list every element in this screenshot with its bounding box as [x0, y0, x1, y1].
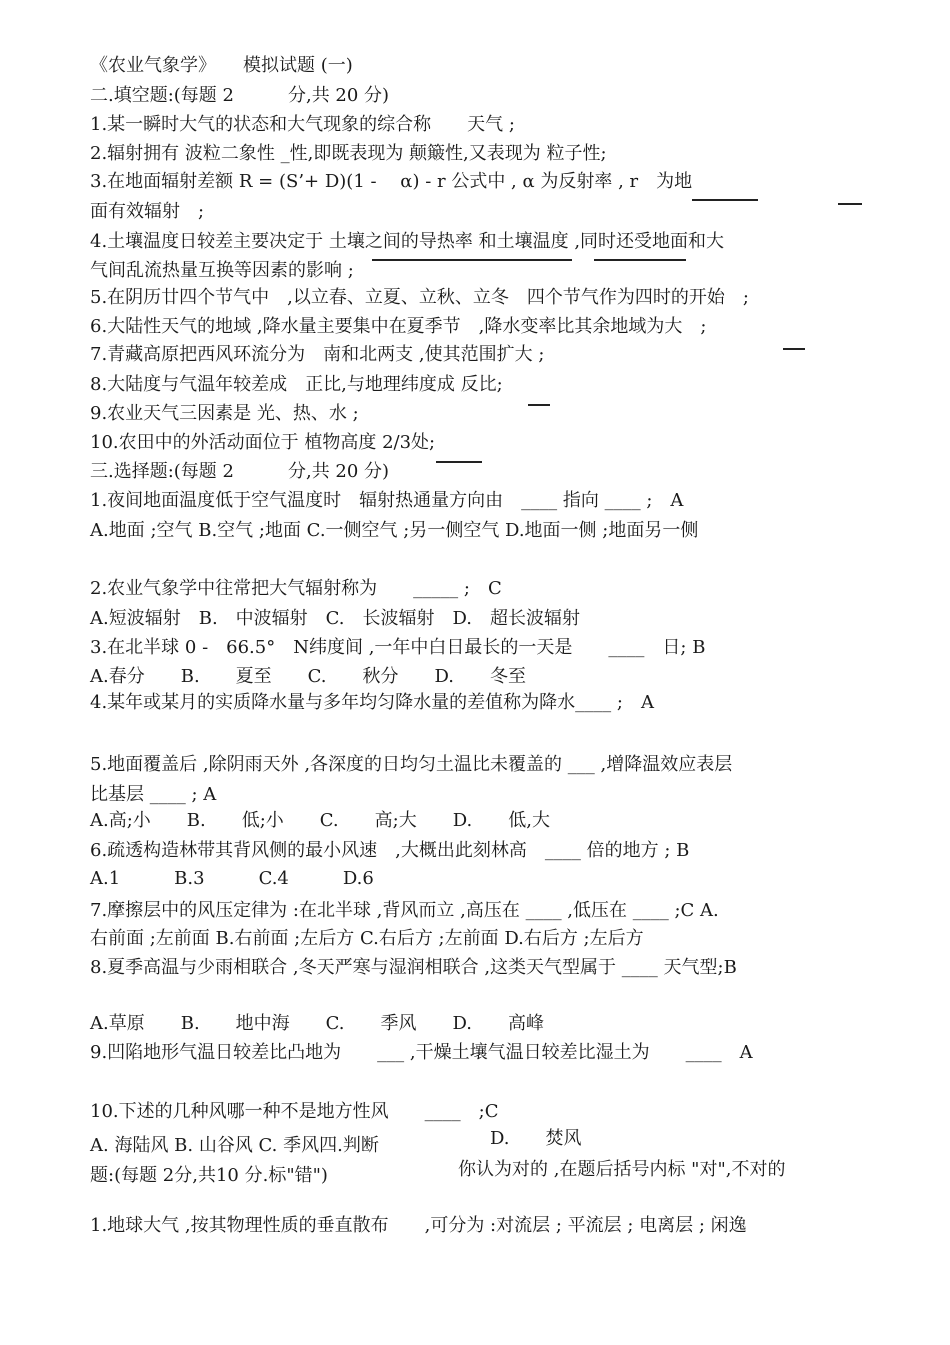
choice-q2-options: A.短波辐射 B. 中波辐射 C. 长波辐射 D. 超长波辐射: [90, 608, 581, 629]
underline-mark: [692, 199, 758, 201]
underline-mark: [838, 203, 862, 205]
choice-q8-options: A.草原 B. 地中海 C. 季风 D. 高峰: [90, 1013, 545, 1034]
section-choice-heading: 三.选择题:(每题 2 分,共 20 分): [90, 461, 390, 482]
choice-q3: 3.在北半球 0 - 66.5° N纬度间 ,一年中白日最长的一天是 ____ 日; B: [90, 637, 706, 658]
underline-mark: [436, 461, 482, 463]
underline-mark: [372, 259, 572, 261]
underline-mark: [594, 259, 686, 261]
fill-q8: 8.大陆度与气温年较差成 正比,与地理纬度成 反比;: [90, 374, 503, 395]
choice-q9: 9.凹陷地形气温日较差比凸地为 ___ ,干燥土壤气温日较差比湿土为 ____ A: [90, 1042, 753, 1063]
choice-q6: 6.疏透构造林带其背风侧的最小风速 ,大概出此刻林高 ____ 倍的地方 ; B: [90, 840, 690, 861]
fill-q4-line2: 气间乱流热量互换等因素的影响 ;: [90, 260, 354, 281]
choice-q10: 10.下述的几种风哪一种不是地方性风 ____ ;C: [90, 1101, 499, 1122]
choice-q1: 1.夜间地面温度低于空气温度时 辐射热通量方向由 ____ 指向 ____ ; A: [90, 490, 684, 511]
choice-q1-options: A.地面 ;空气 B.空气 ;地面 C.一侧空气 ;另一侧空气 D.地面一侧 ;地面另一侧: [90, 520, 699, 541]
choice-q2: 2.农业气象学中往常把大气辐射称为 _____ ; C: [90, 578, 502, 599]
choice-q10-option-d: D. 焚风: [490, 1128, 582, 1149]
choice-q3-options: A.春分 B. 夏至 C. 秋分 D. 冬至: [90, 666, 527, 687]
fill-q10: 10.农田中的外活动面位于 植物高度 2/3处;: [90, 432, 436, 453]
fill-q7: 7.青藏高原把西风环流分为 南和北两支 ,使其范围扩大 ;: [90, 344, 545, 365]
choice-q5-options: A.高;小 B. 低;小 C. 高;大 D. 低,大: [90, 810, 550, 831]
choice-q8: 8.夏季高温与少雨相联合 ,冬天严寒与湿润相联合 ,这类天气型属于 ____ 天气型;B: [90, 957, 737, 978]
section-judge-heading: 题:(每题 2分,共10 分.标"错"): [90, 1165, 328, 1186]
choice-q7-line1: 7.摩擦层中的风压定律为 :在北半球 ,背风而立 ,高压在 ____ ,低压在 ____ ;C A.: [90, 900, 719, 921]
doc-title: 《农业气象学》 模拟试题 (一): [90, 55, 353, 76]
choice-q10-options: A. 海陆风 B. 山谷风 C. 季风四.判断: [90, 1135, 379, 1156]
fill-q3-line2: 面有效辐射 ;: [90, 201, 205, 222]
judge-q1: 1.地球大气 ,按其物理性质的垂直散布 ,可分为 :对流层 ; 平流层 ; 电离层 ; 闲逸: [90, 1215, 747, 1236]
fill-q1: 1.某一瞬时大气的状态和大气现象的综合称 天气 ;: [90, 114, 515, 135]
section-judge-instruction: 你认为对的 ,在题后括号内标 "对",不对的: [458, 1159, 786, 1180]
fill-q4-line1: 4.土壤温度日较差主要决定于 土壤之间的导热率 和土壤温度 ,同时还受地面和大: [90, 231, 725, 252]
section-fill-heading: 二.填空题:(每题 2 分,共 20 分): [90, 85, 390, 106]
choice-q7-line2: 右前面 ;左前面 B.右前面 ;左后方 C.右后方 ;左前面 D.右后方 ;左后方: [90, 928, 644, 949]
choice-q6-options: A.1 B.3 C.4 D.6: [90, 868, 374, 889]
underline-mark: [783, 348, 805, 350]
underline-mark: [528, 404, 550, 406]
fill-q6: 6.大陆性天气的地域 ,降水量主要集中在夏季节 ,降水变率比其余地域为大 ;: [90, 316, 707, 337]
fill-q3-line1: 3.在地面辐射差额 R = (S’+ D)(1 - α) - r 公式中 , α 为反射率 , r 为地: [90, 171, 693, 192]
fill-q2: 2.辐射拥有 波粒二象性 _性,即既表现为 颠簸性,又表现为 粒子性;: [90, 143, 607, 164]
choice-q4: 4.某年或某月的实质降水量与多年均匀降水量的差值称为降水____ ; A: [90, 692, 654, 713]
choice-q5-line1: 5.地面覆盖后 ,除阴雨天外 ,各深度的日均匀土温比未覆盖的 ___ ,增降温效应表层: [90, 754, 733, 775]
choice-q5-line2: 比基层 ____ ; A: [90, 784, 217, 805]
fill-q5: 5.在阴历廿四个节气中 ,以立春、立夏、立秋、立冬 四个节气作为四时的开始 ;: [90, 287, 749, 308]
fill-q9: 9.农业天气三因素是 光、热、水 ;: [90, 403, 359, 424]
